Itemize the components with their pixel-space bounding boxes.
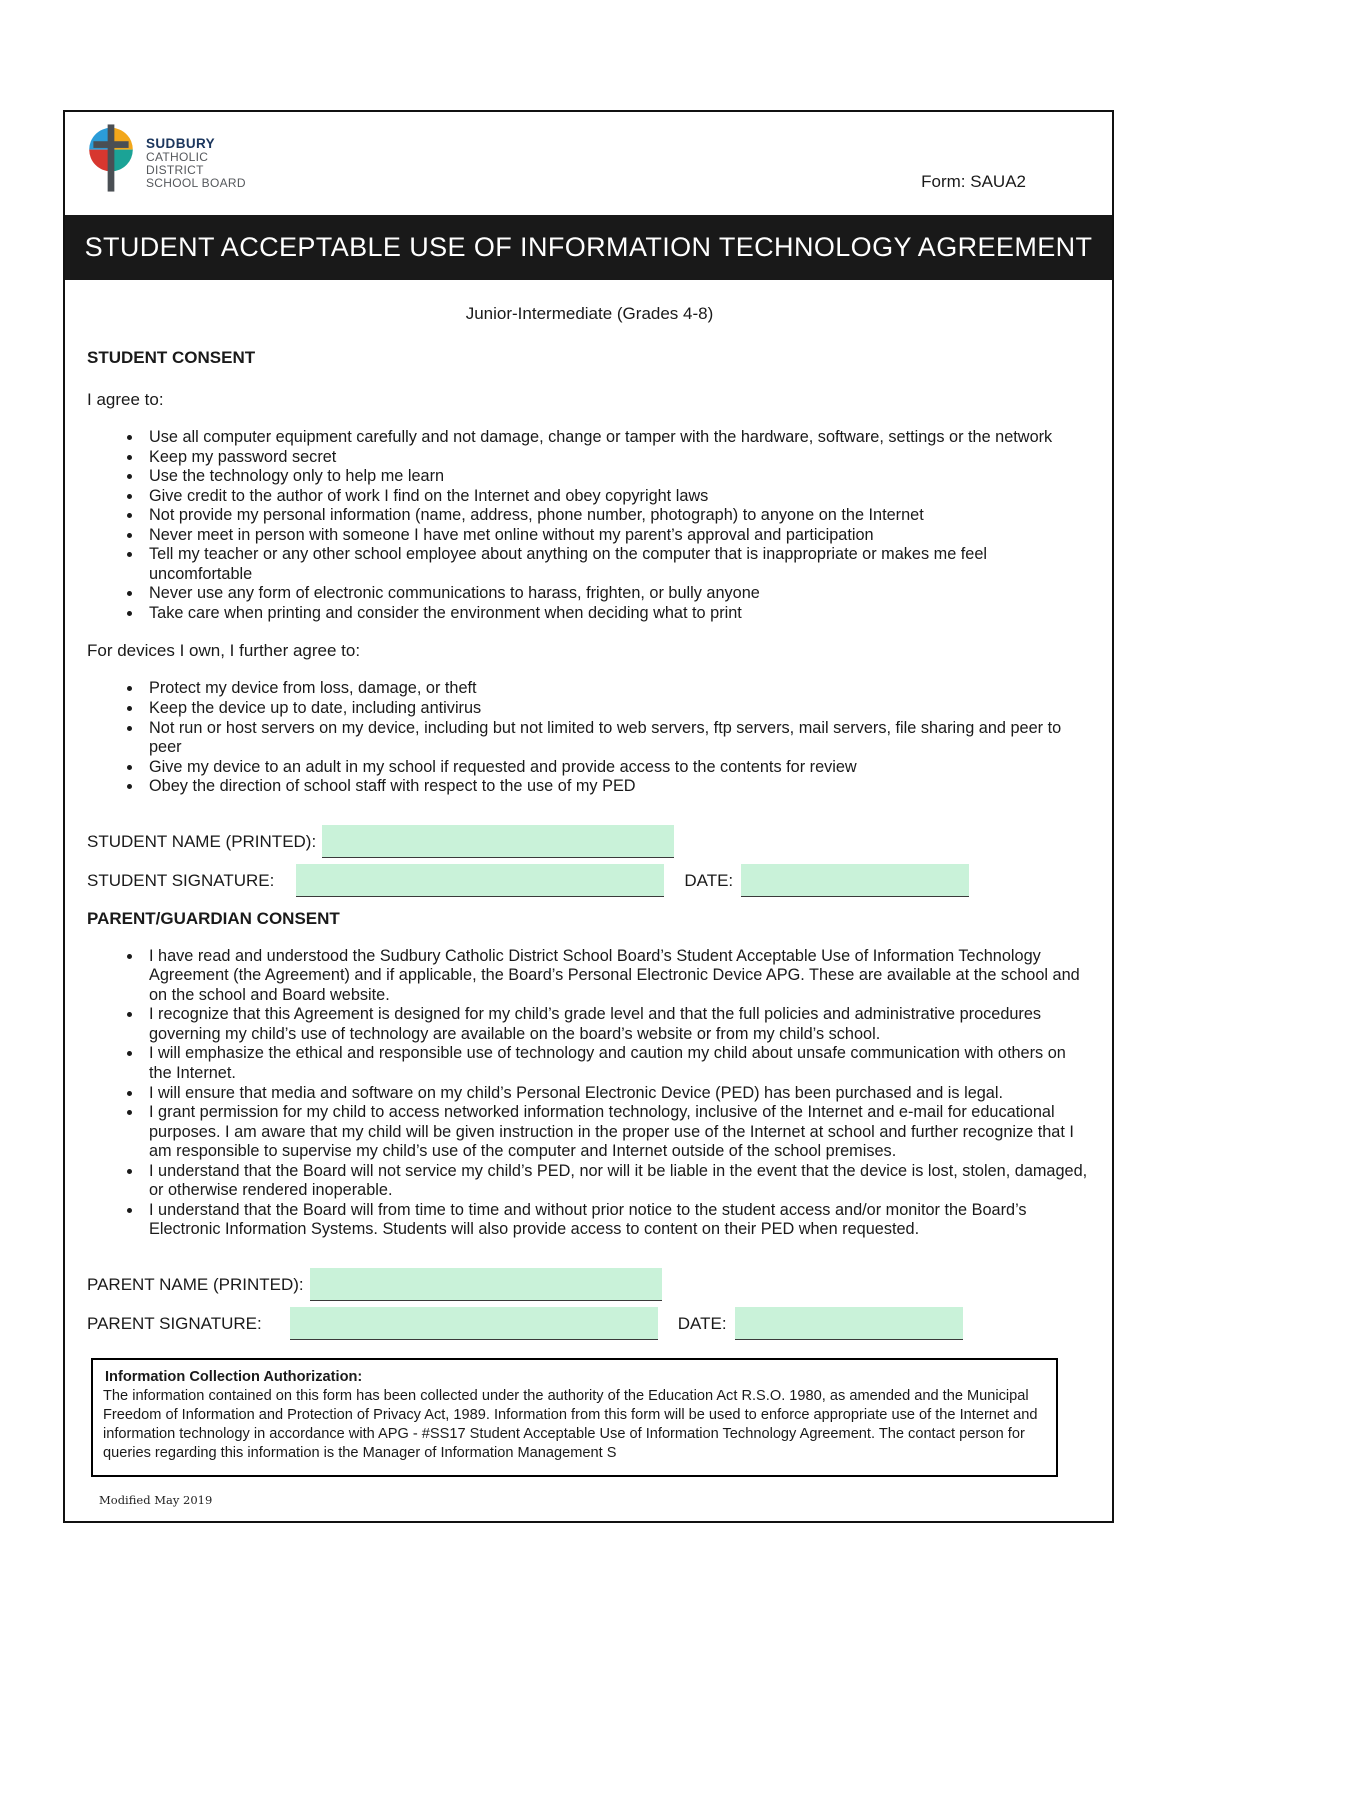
student-consent-item: • Use all computer equipment carefully and not damage, change or tamper with the hardware, software, settings or the network [143,428,1092,448]
logo-line-district: DISTRICT [146,163,204,177]
student-name-input[interactable] [322,825,674,858]
device-consent-list [121,679,1092,796]
parent-consent-heading: PARENT/GUARDIAN CONSENT [87,908,340,928]
parent-consent-item: • I will ensure that media and software on my child’s Personal Electronic Device (PED) has been purchased and is legal. [143,1084,1092,1104]
parent-consent-item: • I understand that the Board will from time to time and without prior notice to the student access and/or monitor the Board’s Electronic Information Systems. Students will also provide access to content on their PED when requested. [143,1201,1092,1240]
page-header [65,112,1112,215]
device-consent-item: • Give my device to an adult in my school if requested and provide access to the contents for review [143,758,1092,778]
student-consent-item: • Take care when printing and consider the environment when deciding what to print [143,604,1092,624]
parent-consent-item: • I recognize that this Agreement is designed for my child’s grade level and that the full policies and administrative procedures governing my child’s use of technology are available on the board’s website or from my child’s school. [143,1005,1092,1044]
student-signature-row [87,864,1092,897]
student-consent-item: • Use the technology only to help me learn [143,467,1092,487]
parent-consent-item: • I understand that the Board will not service my child’s PED, nor will it be liable in the event that the device is lost, stolen, damaged, or otherwise rendered inoperable. [143,1162,1092,1201]
parent-consent-item: • I will emphasize the ethical and responsible use of technology and caution my child about unsafe communication with others on the Internet. [143,1044,1092,1083]
information-collection-box [91,1358,1058,1477]
parent-consent-list [121,947,1092,1240]
student-consent-item: • Keep my password secret [143,448,1092,468]
student-consent-heading: STUDENT CONSENT [87,348,256,367]
school-board-logo-text [146,123,246,190]
parent-signature-input[interactable] [290,1307,658,1340]
device-consent-intro: For devices I own, I further agree to: [87,641,361,661]
school-board-logo [85,123,246,193]
logo-line-catholic: CATHOLIC [146,150,209,164]
parent-name-label: PARENT NAME (PRINTED): [87,1274,304,1294]
student-consent-list [121,428,1092,623]
parent-name-row [87,1268,1092,1301]
student-name-row [87,825,1092,858]
logo-line-sudbury: SUDBURY [146,136,216,151]
logo-line-school-board: SCHOOL BOARD [146,176,246,190]
modified-date-note: Modified May 2019 [99,1492,213,1507]
information-collection-heading: Information Collection Authorization: [105,1368,363,1385]
parent-name-input[interactable] [310,1268,662,1301]
device-consent-item: • Protect my device from loss, damage, or theft [143,679,1092,699]
information-collection-body: The information contained on this form has been collected under the authority of the Education Act R.S.O. 1980, as amended and the Municipal Freedom of Information and Protection of Privacy Act, 1989. Information from this form will be used to enforce appropriate use of the Internet and information technology in accordance with APG - #SS17 Student Acceptable Use of Information Technology Agreement. The contact person for queries regarding this information is the Manager of Information Management S [103,1387,1038,1461]
device-consent-item: • Not run or host servers on my device, including but not limited to web servers, ftp servers, mail servers, file sharing and peer to peer [143,719,1092,758]
parent-date-label: DATE: [677,1313,727,1333]
form-title: STUDENT ACCEPTABLE USE OF INFORMATION TECHNOLOGY AGREEMENT [84,232,1093,262]
student-consent-item: • Tell my teacher or any other school employee about anything on the computer that is inappropriate or makes me feel uncomfortable [143,545,1092,584]
student-consent-item: • Give credit to the author of work I find on the Internet and obey copyright laws [143,487,1092,507]
form-content [65,304,1112,1507]
student-consent-intro: I agree to: [87,390,164,409]
student-consent-item: • Not provide my personal information (name, address, phone number, photograph) to anyone on the Internet [143,506,1092,526]
device-consent-item: • Keep the device up to date, including antivirus [143,699,1092,719]
student-consent-item: • Never meet in person with someone I have met online without my parent’s approval and participation [143,526,1092,546]
student-date-input[interactable] [741,864,969,897]
form-number: Form: SAUA2 [921,172,1026,191]
device-consent-item: • Obey the direction of school staff with respect to the use of my PED [143,777,1092,797]
student-consent-item: • Never use any form of electronic communications to harass, frighten, or bully anyone [143,584,1092,604]
grade-level-subtitle: Junior-Intermediate (Grades 4-8) [465,304,714,323]
school-board-logo-icon [85,123,137,193]
parent-consent-item: • I have read and understood the Sudbury Catholic District School Board’s Student Acceptable Use of Information Technology Agreement (the Agreement) and if applicable, the Board’s Personal Electronic Device APG. These are available at the school and on the school and Board website. [143,947,1092,1006]
student-signature-input[interactable] [296,864,664,897]
parent-signature-label: PARENT SIGNATURE: [87,1313,262,1333]
form-title-banner [65,215,1112,280]
parent-signature-row [87,1307,1092,1340]
form-page [63,110,1114,1523]
student-signature-label: STUDENT SIGNATURE: [87,870,275,890]
parent-consent-item: • I grant permission for my child to access networked information technology, inclusive of the Internet and e-mail for educational purposes. I am aware that my child will be given instruction in the proper use of the Internet at school and further recognize that I am responsible to supervise my child’s use of the computer and Internet outside of the school premises. [143,1103,1092,1162]
student-name-label: STUDENT NAME (PRINTED): [87,831,317,851]
parent-date-input[interactable] [735,1307,963,1340]
student-date-label: DATE: [684,870,734,890]
